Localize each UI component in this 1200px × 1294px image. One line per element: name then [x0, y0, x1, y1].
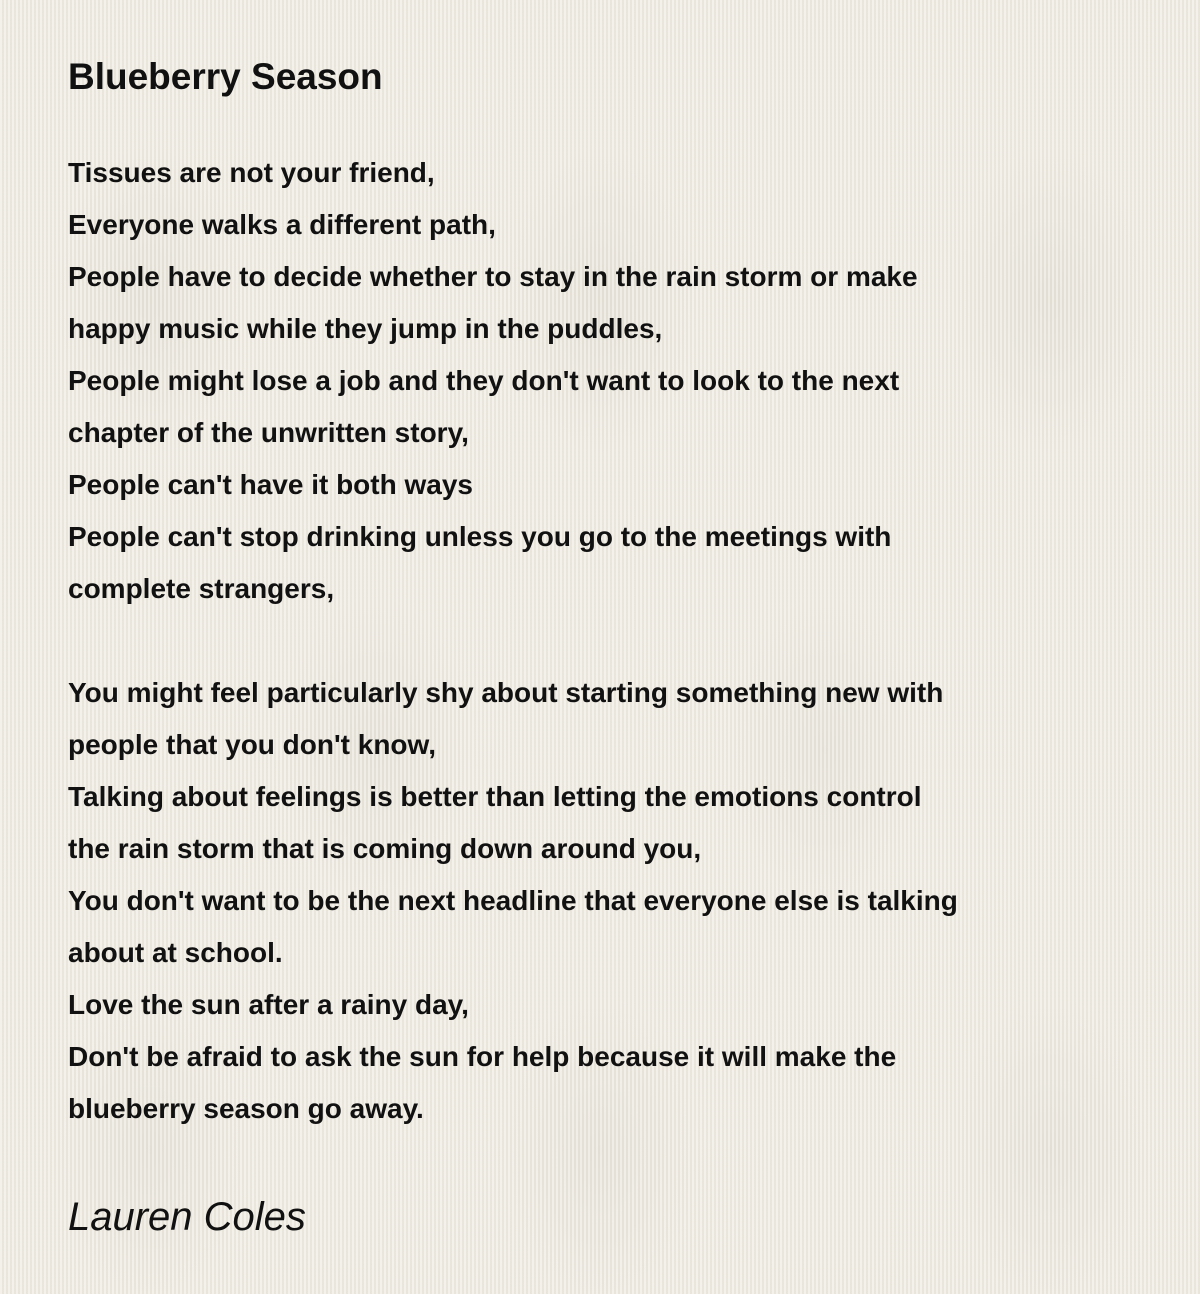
poem-line: blueberry season go away. — [68, 1093, 424, 1124]
stanza — [68, 147, 1168, 615]
poem-line: Talking about feelings is better than letting the emotions control — [68, 781, 922, 812]
poem-line: people that you don't know, — [68, 729, 437, 760]
poem-line: Everyone walks a different path, — [68, 209, 496, 240]
poem-title: Blueberry Season — [68, 56, 383, 97]
poem-line: People might lose a job and they don't want to look to the next — [68, 365, 900, 396]
poem-line: the rain storm that is coming down around you, — [68, 833, 702, 864]
poem-line: happy music while they jump in the puddles, — [68, 313, 663, 344]
poem-line: Don't be afraid to ask the sun for help because it will make the — [68, 1041, 897, 1072]
poem-line: complete strangers, — [68, 573, 335, 604]
stanza — [68, 667, 1168, 1135]
poem-body — [68, 147, 1168, 1135]
poem-line: Tissues are not your friend, — [68, 157, 435, 188]
poem-line: People have to decide whether to stay in the rain storm or make — [68, 261, 918, 292]
poem-line: You might feel particularly shy about starting something new with — [68, 677, 944, 708]
poem-line: People can't stop drinking unless you go to the meetings with — [68, 521, 892, 552]
poem-line: chapter of the unwritten story, — [68, 417, 469, 448]
poem-card — [68, 52, 1168, 1243]
poem-line: Love the sun after a rainy day, — [68, 989, 469, 1020]
poem-author: Lauren Coles — [68, 1195, 306, 1239]
poem-line: People can't have it both ways — [68, 469, 473, 500]
poem-line: about at school. — [68, 937, 283, 968]
poem-line: You don't want to be the next headline that everyone else is talking — [68, 885, 958, 916]
